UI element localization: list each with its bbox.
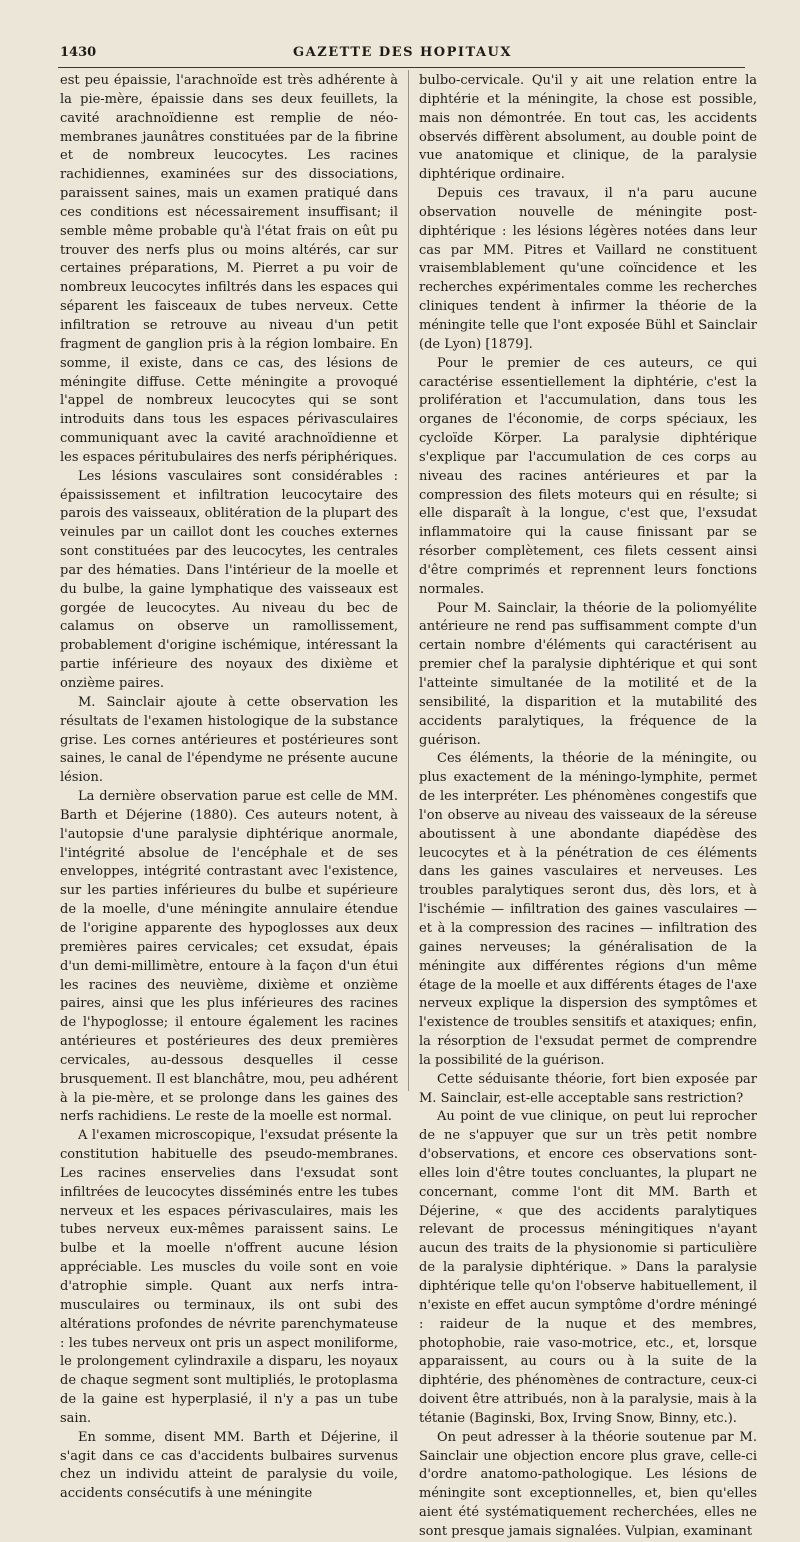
paragraph: La dernière observation parue est celle de MM. Barth et Déjerine (1880). Ces auteurs notent, à l'autopsie d'une paralysie diphtérique anormale, l'intégrité absolue de l'encéphale et de ses enveloppes, intégrité contrastant avec l'existence, sur les parties inférieures du bulbe et supérieure de la moelle, d'une méningite annulaire étendue de l'origine apparente des hypoglosses aux deux premières paires cervicales; cet exsudat, épais d'un demi-millimètre, entoure à la façon d'un étui les racines des neuvième, dixième et onzième paires, ainsi que les plus inférieures des racines de l'hypoglosse; il entoure également les racines antérieures et postérieures des deux premières cervicales, au-dessous desquelles il cesse brusquement. Il est blanchâtre, mou, peu adhérent à la pie-mère, et se prolonge dans les gaines des nerfs rachidiens. Le reste de la moelle est normal. — [60, 789, 398, 1125]
paragraph: A l'examen microscopique, l'exsudat présente la constitution habituelle des pseudo-membranes. Les racines enservelies dans l'exsudat sont infiltrées de leucocytes disséminés entre les tubes nerveux et les espaces périvasculaires, mais les tubes nerveux eux-mêmes paraissent sains. Le bulbe et la moelle n'offrent aucune lésion appréciable. Les muscles du voile sont en voie d'atrophie simple. Quant aux nerfs intra-musculaires ou terminaux, ils ont subi des altérations profondes de névrite parenchymateuse : les tubes nerveux ont pris un aspect moniliforme, le prolongement cylindraxile a disparu, les noyaux de chaque segment sont multipliés, le protoplasma de la gaine est hyperplasié, il n'y a pas un tube sain. — [60, 1128, 398, 1426]
right-column — [419, 72, 757, 1542]
paragraph: M. Sainclair ajoute à cette observation les résultats de l'examen histologique de la substance grise. Les cornes antérieures et postérieures sont saines, le canal de l'épendyme ne présente aucune lésion. — [60, 694, 398, 786]
header-rule — [58, 67, 745, 68]
paragraph: En somme, disent MM. Barth et Déjerine, il s'agit dans ce cas d'accidents bulbaires survenus chez un individu atteint de paralysie du voile, accidents consécutifs à une méningite — [60, 1429, 398, 1502]
page-header — [60, 43, 745, 63]
paragraph: On peut adresser à la théorie soutenue par M. Sainclair une objection encore plus grave, celle-ci d'ordre anatomo-pathologique. Les lésions de méningite sont exceptionnelles, et, bien qu'elles aient été systématiquement recherchées, elles ne sont presque jamais signalées. Vulpian, examinant — [419, 1429, 757, 1539]
paragraph: Depuis ces travaux, il n'a paru aucune observation nouvelle de méningite post-diphtérique : les lésions légères notées dans leur cas par MM. Pitres et Vaillard ne constituent vraisemblablement qu'une coïncidence et les recherches expérimentales comme les recherches cliniques tendent à infirmer la théorie de la méningite telle que l'ont exposée Bühl et Sainclair (de Lyon) [1879]. — [419, 186, 757, 352]
paragraph: bulbo-cervicale. Qu'il y ait une relation entre la diphtérie et la méningite, la chose est possible, mais non démontrée. En tout cas, les accidents observés diffèrent absolument, au double point de vue anatomique et clinique, de la paralysie diphtérique ordinaire. — [419, 73, 757, 183]
journal-title: GAZETTE DES HOPITAUX — [293, 45, 512, 60]
left-column — [60, 72, 398, 1504]
paragraph: Cette séduisante théorie, fort bien exposée par M. Sainclair, est-elle acceptable sans restriction? — [419, 1071, 757, 1106]
paragraph: Pour le premier de ces auteurs, ce qui caractérise essentiellement la diphtérie, c'est la prolifération et l'accumulation, dans tous les organes de l'économie, de corps spéciaux, les cycloïde Körper. La paralysie diphtérique s'explique par l'accumulation de ces corps au niveau des racines antérieures et par la compression des filets moteurs qui en résulte; si elle disparaît à la longue, c'est que, l'exsudat inflammatoire qui la cause finissant par se résorber complètement, ces filets cessent ainsi d'être comprimés et reprennent leurs fonctions normales. — [419, 355, 757, 597]
paragraph: Ces éléments, la théorie de la méningite, ou plus exactement de la méningo-lymphite, permet de les interpréter. Les phénomènes congestifs que l'on observe au niveau des vaisseaux de la séreuse aboutissent à une abondante diapédèse des leucocytes et à la pénétration de ces éléments dans les gaines vasculaires et nerveuses. Les troubles paralytiques seront dus, dès lors, et à l'ischémie — infiltration des gaines vasculaires — et à la compression des racines — infiltration des gaines nerveuses; la généralisation de la méningite aux différentes régions d'un même étage de la moelle et aux différents étages de l'axe nerveux explique la dispersion des symptômes et l'existence de troubles sensitifs et ataxiques; enfin, la résorption de l'exsudat permet de comprendre la possibilité de la guérison. — [419, 751, 757, 1068]
paragraph: est peu épaissie, l'arachnoïde est très adhérente à la pie-mère, épaissie dans ses deux feuillets, la cavité arachnoïdienne est remplie de néo-membranes jaunâtres constituées par de la fibrine et de nombreux leucocytes. Les racines rachidiennes, examinées sur des dissociations, paraissent saines, mais un examen pratiqué dans ces conditions est nécessairement insuffisant; il semble même probable qu'à l'état frais on eût pu trouver des nerfs plus ou moins altérés, car sur certaines préparations, M. Pierret a pu voir de nombreux leucocytes infiltrés dans les espaces qui séparent les faisceaux de tubes nerveux. Cette infiltration se retrouve au niveau d'un petit fragment de ganglion pris à la région lombaire. En somme, il existe, dans ce cas, des lésions de méningite diffuse. Cette méningite a provoqué l'appel de nombreux leucocytes qui se sont introduits dans tous les espaces périvasculaires communiquant avec la cavité arachnoïdienne et les espaces péritubulaires des nerfs périphériques. — [60, 73, 398, 465]
paragraph: Pour M. Sainclair, la théorie de la poliomyélite antérieure ne rend pas suffisamment compte d'un certain nombre d'éléments qui caractérisent au premier chef la paralysie diphtérique et qui sont l'atteinte simultanée de la motilité et de la sensibilité, la disparition et la mutabilité des accidents paralytiques, la fréquence de la guérison. — [419, 600, 757, 748]
page-number: 1430 — [60, 45, 97, 60]
column-divider — [408, 70, 409, 1091]
paragraph: Au point de vue clinique, on peut lui reprocher de ne s'appuyer que sur un très petit nombre d'observations, et encore ces observations sont-elles loin d'être toutes concluantes, la plupart ne concernant, comme l'ont dit MM. Barth et Déjerine, « que des accidents paralytiques relevant de processus méningitiques n'ayant aucun des traits de la physionomie si particulière de la paralysie diphtérique. » Dans la paralysie diphtérique telle qu'on l'observe habituellement, il n'existe en effet aucun symptôme d'ordre méningé : raideur de la nuque et des membres, photophobie, raie vaso-motrice, etc., et, lorsque apparaissent, au cours ou à la suite de la diphtérie, des phénomènes de contracture, ceux-ci doivent être attribués, non à la paralysie, mais à la tétanie (Baginski, Box, Irving Snow, Binny, etc.). — [419, 1109, 757, 1426]
paragraph: Les lésions vasculaires sont considérables : épaississement et infiltration leucocytaire des parois des vaisseaux, oblitération de la plupart des veinules par un caillot dont les couches externes sont constituées par des leucocytes, les centrales par des hématies. Dans l'intérieur de la moelle et du bulbe, la gaine lymphatique des vaisseaux est gorgée de leucocytes. Au niveau du bec de calamus on observe un ramollissement, probablement d'origine ischémique, intéressant la partie inférieure des noyaux des dixième et onzième paires. — [60, 468, 398, 691]
